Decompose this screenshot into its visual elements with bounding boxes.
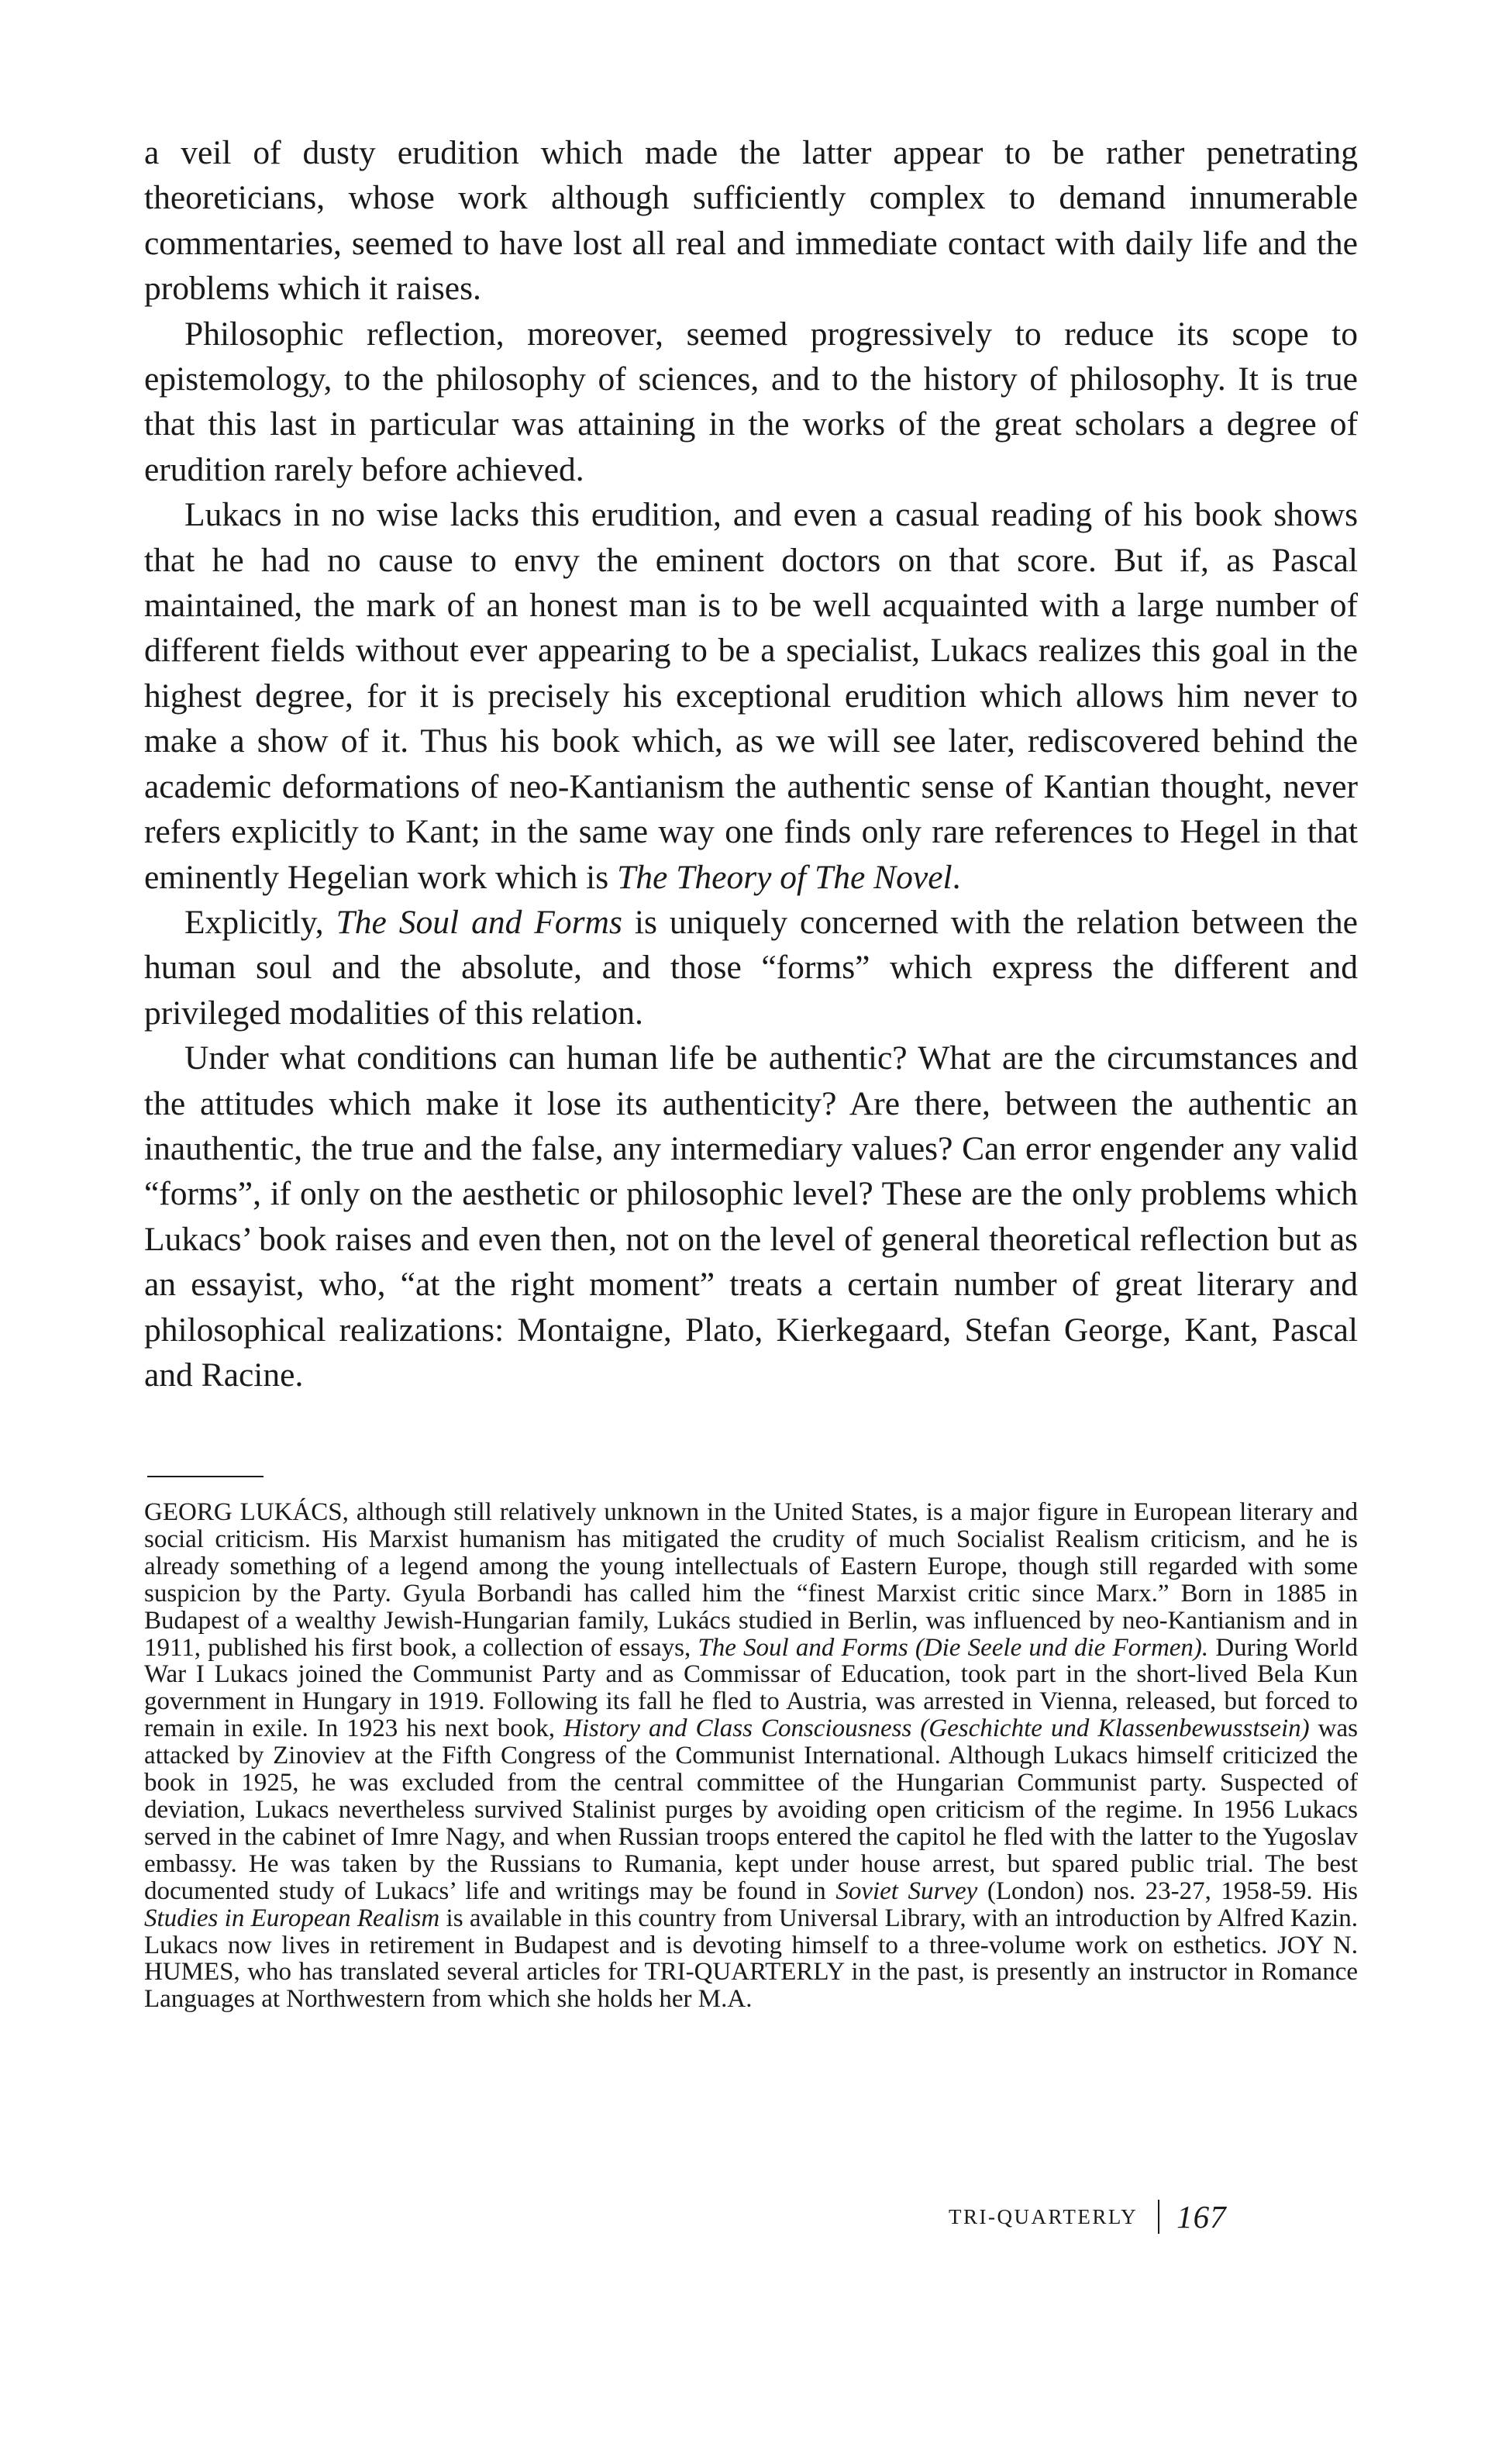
footer-separator <box>1158 2200 1159 2234</box>
footnote-text: GEORG LUKÁCS, although still relatively unknown in the United States, is a major figure in European literary and social criticism. His Marxist humanism has mitigated the crudity of much Socialist Realism criticism, and he is already something of a legend among the young intellectuals of Eastern Europe, though still regarded with some suspicion by the Party. Gyula Borbandi has called him the “finest Marxist critic since Marx.” Born in 1885 in Budapest of a wealthy Jewish-Hungarian family, Lukács studied in Berlin, was influenced by neo-Kantianism and in 1911, published his first book, a collection of essays, The Soul and Forms (Die Seele und die Formen). During World War I Lukacs joined the Communist Party and as Commissar of Education, took part in the short-lived Bela Kun government in Hungary in 1919. Following its fall he fled to Austria, was arrested in Vienna, released, but forced to remain in exile. In 1923 his next book, History and Class Consciousness (Geschichte und Klassenbewusstsein) was attacked by Zinoviev at the Fifth Congress of the Communist International. Although Lukacs himself criticized the book in 1925, he was excluded from the central committee of the Hungarian Communist party. Suspected of deviation, Lukacs nevertheless survived Stalinist purges by avoiding open criticism of the regime. In 1956 Lukacs served in the cabinet of Imre Nagy, and when Russian troops entered the capitol he fled with the latter to the Yugoslav embassy. He was taken by the Russians to Rumania, kept under house arrest, but spared public trial. The best documented study of Lukacs’ life and writings may be found in Soviet Survey (London) nos. 23-27, 1958-59. His Studies in European Realism is available in this country from Universal Library, with an introduction by Alfred Kazin. Lukacs now lives in retirement in Budapest and is devoting himself to a three-volume work on esthetics. JOY N. HUMES, who has translated several articles for TRI-QUARTERLY in the past, is presently an instructor in Romance Languages at Northwestern from which she holds her M.A. <box>144 1498 1359 2014</box>
paragraph: Under what conditions can human life be authentic? What are the circumstances and the attitudes which make it lose its authenticity? Are there, between the authentic an inauthentic, the true and the false, any intermediary values? Can error engender any valid “forms”, if only on the aesthetic or philosophic level? These are the only problems which Lukacs’ book raises and even then, not on the level of general theoretical reflection but as an essayist, who, “at the right moment” treats a certain number of great literary and philosophical realizations: Montaigne, Plato, Kierkegaard, Stefan George, Kant, Pascal and Racine. <box>144 1039 1358 1394</box>
journal-name: TRI-QUARTERLY <box>949 2204 1139 2228</box>
main-text <box>144 130 1358 1397</box>
book-title: The Soul and Forms <box>336 903 622 941</box>
paragraph: Philosophic reflection, moreover, seemed progressively to reduce its scope to epistemology, to the philosophy of sciences, and to the history of philosophy. It is true that this last in particular was attaining in the works of the great scholars a degree of erudition rarely before achieved. <box>144 315 1358 488</box>
paragraph: a veil of dusty erudition which made the latter appear to be rather penetrating theoreticians, whose work although sufficiently complex to demand innumerable commentaries, seemed to have lost all real and immediate contact with daily life and the problems which it raises. <box>144 134 1358 308</box>
paragraph: Lukacs in no wise lacks this erudition, and even a casual reading of his book shows that he had no cause to envy the eminent doctors on that score. But if, as Pascal maintained, the mark of an honest man is to be well acquainted with a large number of different fields without ever appearing to be a specialist, Lukacs realizes this goal in the highest degree, for it is precisely his exceptional erudition which allows him never to make a show of it. Thus his book which, as we will see later, rediscovered behind the academic deformations of neo-Kantianism the authentic sense of Kantian thought, never refers explicitly to Kant; in the same way one finds only rare references to Hegel in that eminently Hegelian work which is The Theory of The Novel. <box>144 496 1358 896</box>
paragraph: Explicitly, The Soul and Forms is uniquely concerned with the relation between the human soul and the absolute, and those “forms” which express the different and privileged modalities of this relation. <box>144 903 1358 1032</box>
book-title: The Theory of The Novel <box>617 858 953 896</box>
page-number: 167 <box>1176 2199 1227 2235</box>
footnote <box>144 1499 1358 2013</box>
page-footer <box>949 2200 1227 2234</box>
journal-title: Soviet Survey <box>835 1876 978 1905</box>
book-title: The Soul and Forms (Die Seele und die Formen). <box>698 1633 1209 1662</box>
book-title: Studies in European Realism <box>144 1904 440 1932</box>
footnote-divider <box>147 1476 264 1477</box>
book-title: History and Class Consciousness (Geschichte und Klassenbewusstsein) <box>563 1714 1310 1743</box>
